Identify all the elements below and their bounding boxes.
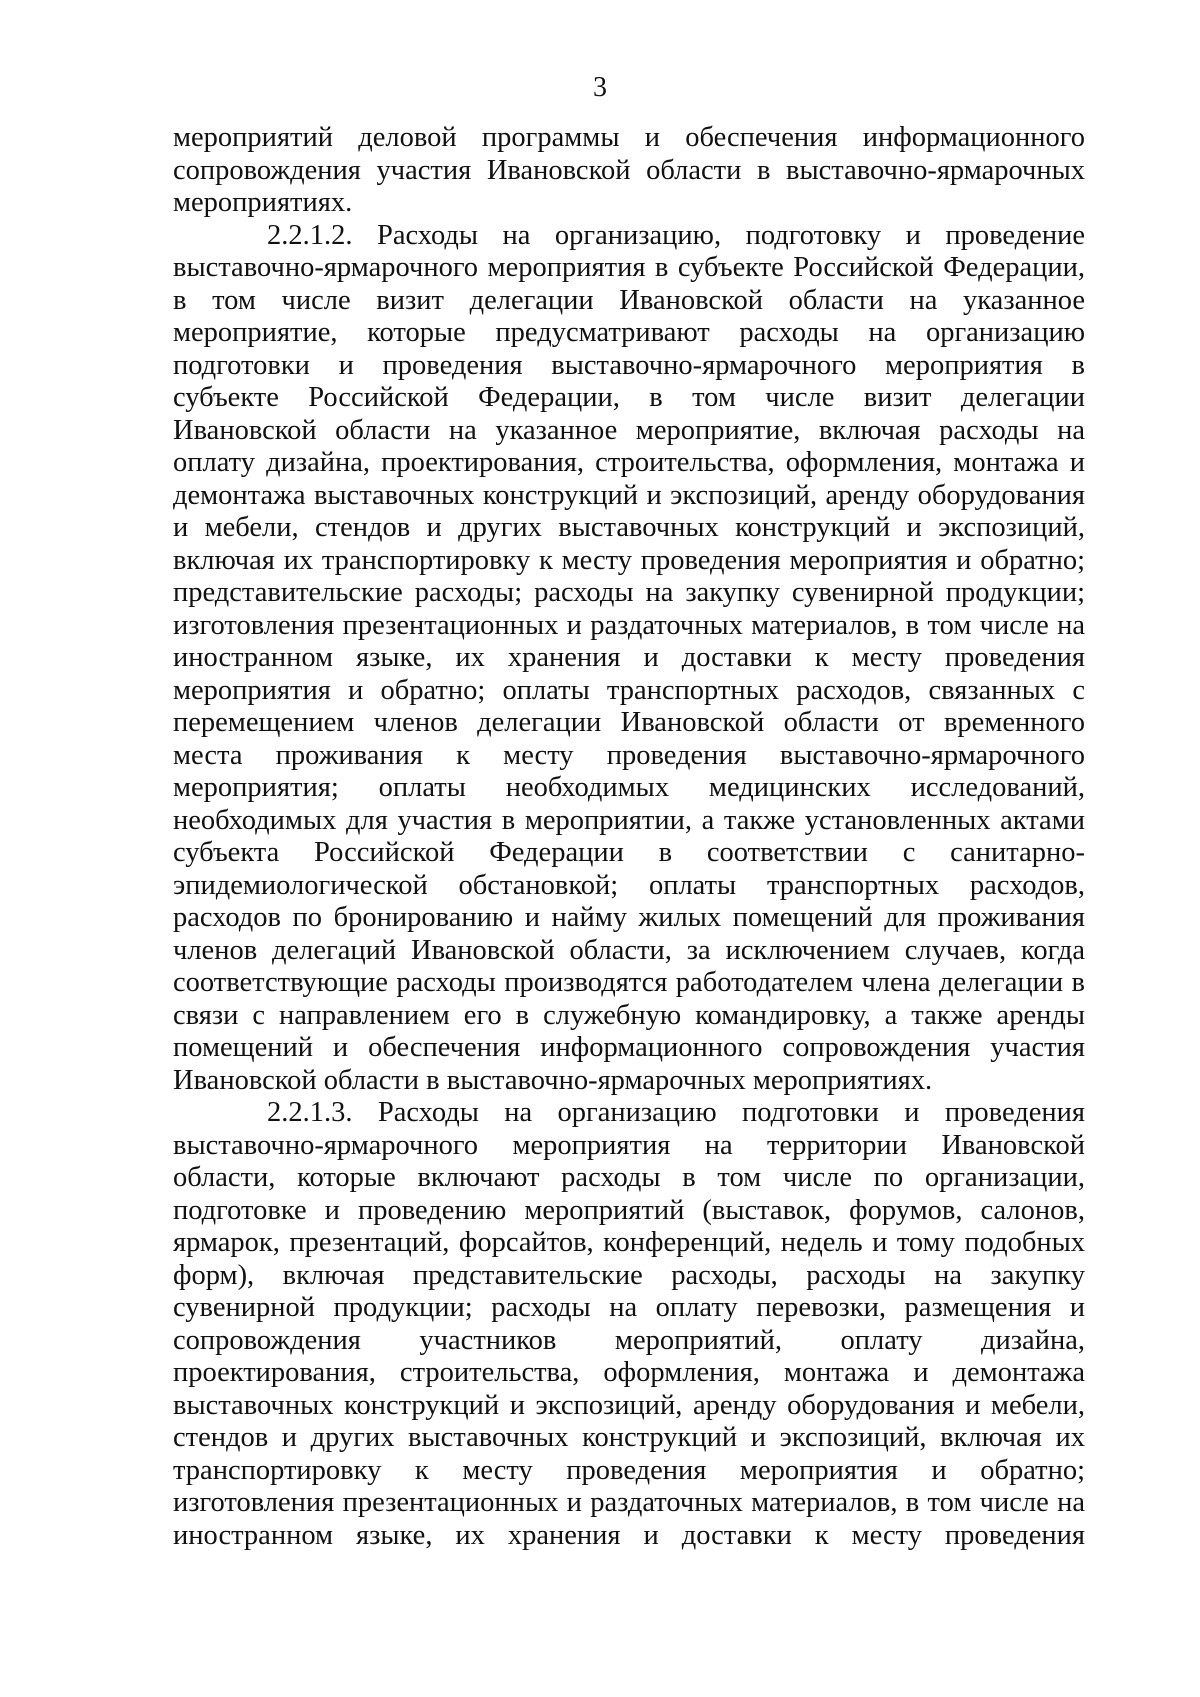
- text-line: членов делегаций Ивановской области, за исключением случаев, когда: [173, 934, 1085, 966]
- text-line: выставочно-ярмарочного мероприятия на территории Ивановской: [173, 1129, 1085, 1161]
- text-line: мероприятиях.: [173, 187, 353, 218]
- text-line: стендов и других выставочных конструкций и экспозиций, включая их: [173, 1422, 1085, 1453]
- text-line: области, которые включают расходы в том числе по организации,: [173, 1162, 1085, 1193]
- text-line: мероприятия и обратно; оплаты транспортных расходов, связанных с: [173, 674, 1085, 706]
- text-line: проектирования, строительства, оформления, монтажа и демонтажа: [173, 1357, 1085, 1388]
- text-line: изготовления презентационных и раздаточных материалов, в том числе на: [173, 609, 1085, 641]
- text-line: транспортировку к месту проведения мероприятия и обратно;: [173, 1454, 1085, 1486]
- text-line: форм), включая представительские расходы, расходы на закупку: [173, 1259, 1085, 1291]
- text-line: связи с направлением его в служебную командировку, а также аренды: [173, 999, 1085, 1031]
- text-line: иностранном языке, их хранения и доставки к месту проведения: [173, 1519, 1085, 1551]
- text-line: подготовке и проведению мероприятий (выставок, форумов, салонов,: [173, 1194, 1085, 1226]
- text-line: мероприятие, которые предусматривают расходы на организацию: [173, 317, 1085, 348]
- text-line: мероприятия; оплаты необходимых медицинских исследований,: [173, 772, 1085, 803]
- text-line: расходов по бронированию и найму жилых помещений для проживания: [173, 902, 1085, 933]
- paragraph-continuation: [173, 122, 1085, 220]
- text-line: помещений и обеспечения информационного сопровождения участия: [173, 1032, 1085, 1063]
- text-line: сувенирной продукции; расходы на оплату перевозки, размещения и: [173, 1292, 1085, 1323]
- text-line: Ивановской области на указанное мероприятие, включая расходы на: [173, 414, 1085, 446]
- paragraph-clause-2-2-1-2: [173, 220, 1085, 1098]
- text-line: необходимых для участия в мероприятии, а также установленных актами: [173, 804, 1085, 836]
- text-line: выставочных конструкций и экспозиций, аренду оборудования и мебели,: [173, 1389, 1085, 1421]
- text-line: изготовления презентационных и раздаточных материалов, в том числе на: [173, 1487, 1085, 1518]
- text-line: перемещением членов делегации Ивановской области от временного: [173, 707, 1085, 738]
- text-line: 2.2.1.2. Расходы на организацию, подготовку и проведение: [267, 219, 1085, 251]
- text-line: сопровождения участия Ивановской области в выставочно-ярмарочных: [173, 154, 1085, 186]
- text-line: в том числе визит делегации Ивановской области на указанное: [173, 284, 1085, 316]
- text-line: эпидемиологической обстановкой; оплаты транспортных расходов,: [173, 869, 1085, 901]
- text-line: выставочно-ярмарочного мероприятия в субъекте Российской Федерации,: [173, 252, 1085, 283]
- paragraph-clause-2-2-1-3: [173, 1097, 1085, 1552]
- text-line: ярмарок, презентаций, форсайтов, конференций, недель и тому подобных: [173, 1227, 1085, 1258]
- text-line: подготовки и проведения выставочно-ярмарочного мероприятия в: [173, 349, 1085, 381]
- document-body: [173, 122, 1085, 1552]
- text-line: сопровождения участников мероприятий, оплату дизайна,: [173, 1324, 1085, 1356]
- text-line: субъекте Российской Федерации, в том числе визит делегации: [173, 382, 1085, 413]
- text-line: Ивановской области в выставочно-ярмарочных мероприятиях.: [173, 1064, 933, 1096]
- text-line: иностранном языке, их хранения и доставки к месту проведения: [173, 642, 1085, 673]
- text-line: и мебели, стендов и других выставочных конструкций и экспозиций,: [173, 512, 1085, 543]
- text-line: демонтажа выставочных конструкций и экспозиций, аренду оборудования: [173, 479, 1085, 511]
- text-line: мероприятий деловой программы и обеспечения информационного: [173, 122, 1085, 153]
- text-line: соответствующие расходы производятся работодателем члена делегации в: [173, 967, 1085, 998]
- text-line: оплату дизайна, проектирования, строительства, оформления, монтажа и: [173, 447, 1085, 478]
- text-line: 2.2.1.3. Расходы на организацию подготовки и проведения: [267, 1097, 1085, 1128]
- text-line: представительские расходы; расходы на закупку сувенирной продукции;: [173, 577, 1085, 608]
- text-line: места проживания к месту проведения выставочно-ярмарочного: [173, 739, 1085, 771]
- page-number: 3: [593, 72, 607, 103]
- text-line: субъекта Российской Федерации в соответствии с санитарно-: [173, 837, 1085, 868]
- text-line: включая их транспортировку к месту проведения мероприятия и обратно;: [173, 544, 1085, 576]
